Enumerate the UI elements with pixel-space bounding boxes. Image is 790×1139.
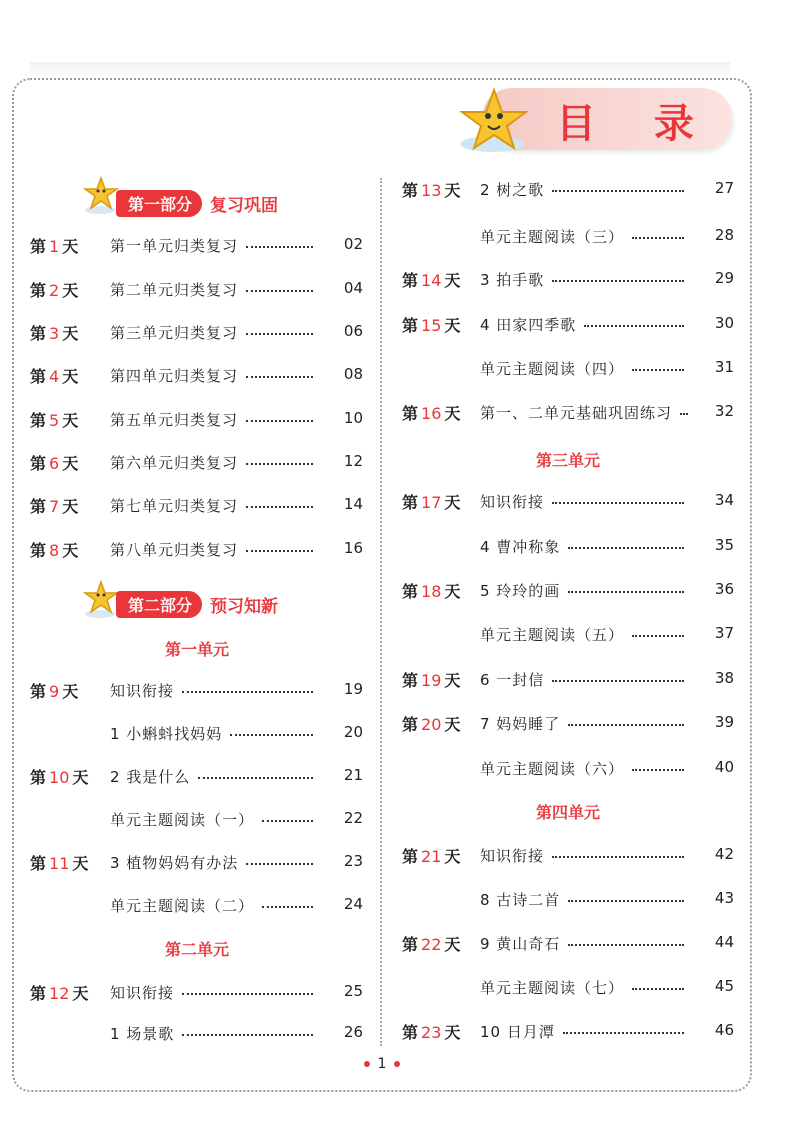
toc-entry[interactable] — [402, 313, 734, 337]
dot-leader — [246, 463, 313, 465]
page-ref: 21 — [343, 766, 363, 784]
day-number: 2 — [49, 281, 60, 300]
unit-heading: 第二单元 — [164, 940, 229, 959]
day-number: 18 — [421, 582, 442, 601]
page-ref: 27 — [714, 179, 734, 197]
toc-entry[interactable] — [402, 579, 734, 603]
day-label — [30, 321, 78, 344]
dot-leader — [182, 691, 313, 693]
toc-entry[interactable] — [402, 623, 734, 647]
toc-entry[interactable] — [30, 321, 363, 345]
page-ref: 40 — [714, 758, 734, 776]
toc-entry[interactable] — [402, 535, 734, 559]
day-suffix: 天 — [62, 497, 79, 516]
day-label — [402, 844, 460, 867]
dot-leader — [584, 325, 684, 327]
day-prefix: 第 — [30, 454, 47, 473]
day-suffix: 天 — [444, 847, 461, 866]
page-ref: 20 — [343, 723, 363, 741]
lesson-title: 单元主题阅读（三） — [480, 228, 625, 246]
dot-leader — [552, 190, 684, 192]
day-label — [402, 579, 460, 602]
day-suffix: 天 — [62, 454, 79, 473]
page-ref: 23 — [343, 852, 363, 870]
page-ref: 02 — [343, 235, 363, 253]
lesson-title: 知识衔接 — [110, 984, 175, 1002]
page-ref: 44 — [714, 933, 734, 951]
page-ref: 32 — [714, 402, 734, 420]
page-ref: 39 — [714, 713, 734, 731]
dot-leader — [262, 906, 313, 908]
day-number: 23 — [421, 1023, 442, 1042]
lesson-title: 6 一封信 — [480, 671, 545, 689]
lesson-title: 单元主题阅读（六） — [480, 760, 625, 778]
page-number: 1 — [377, 1056, 387, 1072]
dot-leader — [568, 591, 684, 593]
day-prefix: 第 — [402, 671, 419, 690]
day-number: 16 — [421, 404, 442, 423]
day-number: 11 — [49, 854, 70, 873]
day-prefix: 第 — [30, 281, 47, 300]
dot-leader — [230, 734, 313, 736]
lesson-title: 4 田家四季歌 — [480, 316, 577, 334]
page-ref: 04 — [343, 279, 363, 297]
day-suffix: 天 — [444, 181, 461, 200]
dot-leader — [632, 635, 684, 637]
day-suffix: 天 — [444, 316, 461, 335]
day-suffix: 天 — [444, 493, 461, 512]
day-label — [402, 712, 460, 735]
part-subtitle: 复习巩固 — [210, 195, 279, 216]
lesson-title: 单元主题阅读（四） — [480, 360, 625, 378]
page-ref: 42 — [714, 845, 734, 863]
toc-entry[interactable] — [30, 1022, 363, 1046]
dot-leader — [568, 944, 684, 946]
page-ref: 34 — [714, 491, 734, 509]
toc-entry[interactable] — [402, 1020, 734, 1044]
day-prefix: 第 — [402, 316, 419, 335]
toc-entry[interactable] — [30, 808, 363, 832]
lesson-title: 第二单元归类复习 — [110, 281, 239, 299]
day-label — [402, 268, 460, 291]
day-number: 3 — [49, 324, 60, 343]
unit-heading: 第三单元 — [535, 451, 600, 470]
page-title: 目 录 — [556, 101, 716, 147]
page-footer — [362, 1054, 402, 1074]
day-number: 19 — [421, 671, 442, 690]
lesson-title: 1 小蝌蚪找妈妈 — [110, 725, 223, 743]
toc-entry[interactable] — [30, 451, 363, 475]
day-label — [402, 178, 460, 201]
lesson-title: 7 妈妈睡了 — [480, 715, 561, 733]
lesson-title: 2 树之歌 — [480, 181, 545, 199]
page-ref: 22 — [343, 809, 363, 827]
lesson-title: 单元主题阅读（一） — [110, 811, 255, 829]
dot-leader — [552, 502, 684, 504]
day-prefix: 第 — [30, 367, 47, 386]
dot-leader — [246, 420, 313, 422]
day-prefix: 第 — [30, 768, 47, 787]
dot-leader — [246, 506, 313, 508]
day-suffix: 天 — [444, 1023, 461, 1042]
day-prefix: 第 — [30, 324, 47, 343]
day-prefix: 第 — [402, 493, 419, 512]
day-number: 13 — [421, 181, 442, 200]
toc-entry[interactable] — [402, 401, 734, 425]
day-number: 15 — [421, 316, 442, 335]
day-suffix: 天 — [444, 271, 461, 290]
dot-leader — [182, 1034, 313, 1036]
lesson-title: 单元主题阅读（七） — [480, 979, 625, 997]
day-suffix: 天 — [72, 768, 89, 787]
day-label — [30, 851, 88, 874]
lesson-title: 10 日月潭 — [480, 1023, 555, 1041]
page-ref: 08 — [343, 365, 363, 383]
toc-entry[interactable] — [30, 679, 363, 703]
lesson-title: 第五单元归类复习 — [110, 411, 239, 429]
day-prefix: 第 — [30, 984, 47, 1003]
day-label — [402, 1020, 460, 1043]
day-suffix: 天 — [444, 582, 461, 601]
page-ref: 14 — [343, 495, 363, 513]
part-tag: 第一部分 — [116, 190, 202, 217]
toc-entry[interactable] — [30, 494, 363, 518]
toc-entry[interactable] — [402, 888, 734, 912]
part-two-header — [116, 590, 278, 618]
day-prefix: 第 — [402, 935, 419, 954]
day-prefix: 第 — [402, 582, 419, 601]
toc-entry[interactable] — [402, 178, 734, 202]
decor-dot — [364, 1061, 370, 1067]
dot-leader — [182, 993, 313, 995]
page-ref: 19 — [343, 680, 363, 698]
page-ref: 46 — [714, 1021, 734, 1039]
day-number: 5 — [49, 411, 60, 430]
decor-dot — [394, 1061, 400, 1067]
lesson-title: 第一单元归类复习 — [110, 237, 239, 255]
part-subtitle: 预习知新 — [210, 596, 279, 617]
lesson-title: 3 植物妈妈有办法 — [110, 854, 239, 872]
day-label — [30, 364, 78, 387]
dot-leader — [198, 777, 313, 779]
day-label — [402, 401, 460, 424]
day-number: 1 — [49, 237, 60, 256]
day-label — [402, 313, 460, 336]
day-number: 14 — [421, 271, 442, 290]
day-suffix: 天 — [72, 854, 89, 873]
dot-leader — [632, 769, 684, 771]
day-suffix: 天 — [444, 935, 461, 954]
day-label — [30, 408, 78, 431]
dot-leader — [568, 900, 684, 902]
dot-leader — [246, 863, 313, 865]
dot-leader — [246, 333, 313, 335]
page-ref: 36 — [714, 580, 734, 598]
lesson-title: 3 拍手歌 — [480, 271, 545, 289]
toc-entry[interactable] — [30, 851, 363, 875]
dot-leader — [552, 856, 684, 858]
page-ref: 35 — [714, 536, 734, 554]
toc-entry[interactable] — [402, 490, 734, 514]
day-prefix: 第 — [30, 497, 47, 516]
page-ref: 12 — [343, 452, 363, 470]
dot-leader — [568, 547, 684, 549]
dot-leader — [568, 724, 684, 726]
day-prefix: 第 — [402, 847, 419, 866]
dot-leader — [552, 680, 684, 682]
dot-leader — [632, 988, 684, 990]
day-prefix: 第 — [30, 854, 47, 873]
toc-entry[interactable] — [30, 234, 363, 258]
unit-heading: 第一单元 — [164, 640, 229, 659]
day-label — [30, 451, 78, 474]
day-suffix: 天 — [444, 671, 461, 690]
day-label — [402, 668, 460, 691]
star-mascot-icon — [82, 580, 120, 620]
lesson-title: 知识衔接 — [480, 493, 545, 511]
day-prefix: 第 — [402, 1023, 419, 1042]
day-label — [30, 679, 78, 702]
day-number: 8 — [49, 541, 60, 560]
day-label — [30, 278, 78, 301]
day-label — [30, 765, 88, 788]
lesson-title: 单元主题阅读（二） — [110, 897, 255, 915]
day-suffix: 天 — [444, 715, 461, 734]
day-label — [402, 932, 460, 955]
toc-entry[interactable] — [402, 712, 734, 736]
dot-leader — [246, 550, 313, 552]
lesson-title: 第六单元归类复习 — [110, 454, 239, 472]
lesson-title: 单元主题阅读（五） — [480, 626, 625, 644]
toc-entry[interactable] — [402, 932, 734, 956]
day-prefix: 第 — [402, 181, 419, 200]
page-ref: 43 — [714, 889, 734, 907]
toc-entry[interactable] — [30, 538, 363, 562]
lesson-title: 9 黄山奇石 — [480, 935, 561, 953]
toc-entry[interactable] — [402, 844, 734, 868]
dot-leader — [262, 820, 313, 822]
day-number: 9 — [49, 682, 60, 701]
toc-entry[interactable] — [30, 408, 363, 432]
toc-entry[interactable] — [30, 765, 363, 789]
dot-leader — [632, 237, 684, 239]
toc-entry[interactable] — [30, 278, 363, 302]
toc-entry[interactable] — [30, 364, 363, 388]
unit-heading: 第四单元 — [535, 803, 600, 822]
toc-entry[interactable] — [30, 981, 363, 1005]
toc-entry[interactable] — [402, 225, 734, 249]
day-label — [30, 981, 88, 1004]
part-one-header — [116, 189, 278, 217]
page-ref: 10 — [343, 409, 363, 427]
day-prefix: 第 — [30, 682, 47, 701]
dot-leader — [246, 290, 313, 292]
day-suffix: 天 — [62, 541, 79, 560]
day-suffix: 天 — [62, 281, 79, 300]
day-number: 7 — [49, 497, 60, 516]
lesson-title: 5 玲玲的画 — [480, 582, 561, 600]
star-mascot-icon — [452, 86, 540, 158]
lesson-title: 第七单元归类复习 — [110, 497, 239, 515]
page-ref: 45 — [714, 977, 734, 995]
toc-entry[interactable] — [402, 976, 734, 1000]
day-number: 21 — [421, 847, 442, 866]
part-tag: 第二部分 — [116, 591, 202, 618]
day-suffix: 天 — [62, 367, 79, 386]
star-mascot-icon — [82, 176, 120, 216]
page-ref: 16 — [343, 539, 363, 557]
toc-entry[interactable] — [402, 757, 734, 781]
dot-leader — [632, 369, 684, 371]
toc-entry[interactable] — [30, 722, 363, 746]
dot-leader — [246, 246, 313, 248]
day-number: 20 — [421, 715, 442, 734]
page-ref: 06 — [343, 322, 363, 340]
day-prefix: 第 — [30, 411, 47, 430]
day-suffix: 天 — [62, 411, 79, 430]
day-number: 10 — [49, 768, 70, 787]
lesson-title: 知识衔接 — [110, 682, 175, 700]
lesson-title: 第三单元归类复习 — [110, 324, 239, 342]
column-divider — [380, 178, 382, 1046]
page-ref: 31 — [714, 358, 734, 376]
lesson-title: 2 我是什么 — [110, 768, 191, 786]
page-ref: 26 — [343, 1023, 363, 1041]
day-prefix: 第 — [30, 541, 47, 560]
page-ref: 29 — [714, 269, 734, 287]
day-suffix: 天 — [72, 984, 89, 1003]
day-suffix: 天 — [62, 237, 79, 256]
dot-leader — [552, 280, 684, 282]
dot-leader — [563, 1032, 684, 1034]
day-suffix: 天 — [62, 682, 79, 701]
toc-entry[interactable] — [402, 268, 734, 292]
day-label — [402, 490, 460, 513]
day-number: 22 — [421, 935, 442, 954]
page-ref: 30 — [714, 314, 734, 332]
page-ref: 37 — [714, 624, 734, 642]
day-number: 17 — [421, 493, 442, 512]
toc-entry[interactable] — [30, 894, 363, 918]
lesson-title: 知识衔接 — [480, 847, 545, 865]
page-shadow — [30, 62, 730, 78]
page-ref: 38 — [714, 669, 734, 687]
toc-entry[interactable] — [402, 668, 734, 692]
dot-leader — [246, 376, 313, 378]
page-ref: 25 — [343, 982, 363, 1000]
lesson-title: 4 曹冲称象 — [480, 538, 561, 556]
day-prefix: 第 — [402, 404, 419, 423]
day-number: 4 — [49, 367, 60, 386]
lesson-title: 8 古诗二首 — [480, 891, 561, 909]
toc-entry[interactable] — [402, 357, 734, 381]
day-prefix: 第 — [402, 715, 419, 734]
day-number: 6 — [49, 454, 60, 473]
page-ref: 24 — [343, 895, 363, 913]
lesson-title: 1 场景歌 — [110, 1025, 175, 1043]
lesson-title: 第八单元归类复习 — [110, 541, 239, 559]
day-number: 12 — [49, 984, 70, 1003]
day-label — [30, 494, 78, 517]
day-suffix: 天 — [62, 324, 79, 343]
day-label — [30, 538, 78, 561]
dot-leader — [680, 413, 688, 415]
page-ref: 28 — [714, 226, 734, 244]
day-prefix: 第 — [30, 237, 47, 256]
day-prefix: 第 — [402, 271, 419, 290]
day-label — [30, 234, 78, 257]
day-suffix: 天 — [444, 404, 461, 423]
lesson-title: 第一、二单元基础巩固练习 — [480, 404, 673, 422]
lesson-title: 第四单元归类复习 — [110, 367, 239, 385]
